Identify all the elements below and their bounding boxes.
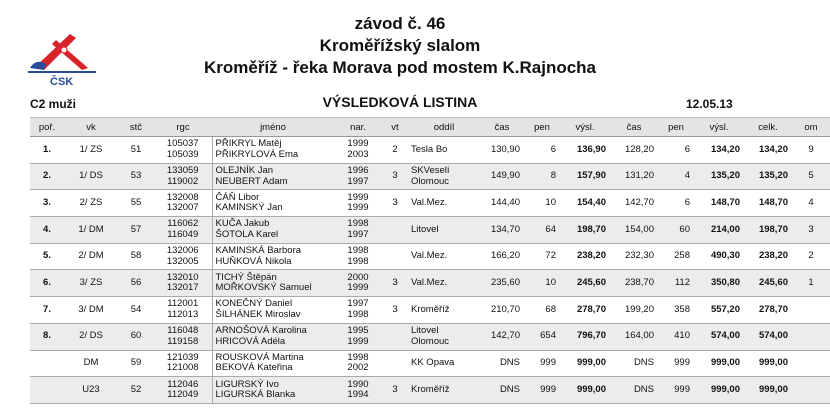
col-header: om [792,118,830,137]
registration-cell [154,217,212,244]
club-cell [408,297,480,324]
points-cell: 1 [792,270,830,297]
run1-time-cell: 134,70 [480,217,524,244]
birth-year-cell-line: 1998 [347,245,369,257]
birth-year-cell-line: 1996 [347,165,369,177]
col-header: nar. [334,118,382,137]
total-cell: 278,70 [744,297,792,324]
run2-result-cell: 135,20 [694,163,744,190]
run1-penalty-cell: 64 [524,217,560,244]
birth-year-cell [334,323,382,350]
run2-time-cell: DNS [610,350,658,377]
start-number-cell: 58 [118,243,154,270]
performance-class-cell [382,217,408,244]
birth-year-cell [334,217,382,244]
results-table [30,117,830,404]
club-cell [408,163,480,190]
run2-time-cell: 142,70 [610,190,658,217]
run1-time-cell: 144,40 [480,190,524,217]
total-cell: 198,70 [744,217,792,244]
race-title: Kroměřížský slalom [319,36,481,55]
run2-result-cell: 557,20 [694,297,744,324]
club-cell [408,350,480,377]
run1-penalty-cell: 6 [524,137,560,164]
birth-year-cell-line: 1995 [347,325,369,337]
registration-cell [154,323,212,350]
run1-result-cell: 157,90 [560,163,610,190]
rank-cell: 6. [30,270,64,297]
club-cell [408,217,480,244]
col-header: celk. [744,118,792,137]
registration-cell [154,297,212,324]
rank-cell: 4. [30,217,64,244]
total-cell: 135,20 [744,163,792,190]
club-cell-line: KK Opava [411,357,455,369]
run1-time-cell: 130,90 [480,137,524,164]
birth-year-cell-line: 1997 [347,298,369,310]
run1-result-cell: 999,00 [560,350,610,377]
age-class-cell: 1/ DS [64,163,118,190]
points-cell [792,297,830,324]
run1-penalty-cell: 999 [524,350,560,377]
run2-time-cell: 238,70 [610,270,658,297]
table-row [30,243,830,270]
registration-cell [154,350,212,377]
rank-cell: 5. [30,243,64,270]
run1-penalty-cell: 10 [524,190,560,217]
crew-names-cell-line: PŘIKRYL Matěj [215,138,282,150]
run2-penalty-cell: 112 [658,270,694,297]
club-cell-line: Kroměříž [411,303,450,315]
crew-names-cell-line: ARNOŠOVÁ Karolina [215,325,307,337]
performance-class-cell [382,350,408,377]
run1-time-cell: DNS [480,350,524,377]
col-header: oddíl [408,118,480,137]
table-row [30,297,830,324]
run2-time-cell: 199,20 [610,297,658,324]
col-header: výsl. [694,118,744,137]
performance-class-cell: 3 [382,377,408,404]
registration-cell [154,377,212,404]
rank-cell: 7. [30,297,64,324]
col-header: poř. [30,118,64,137]
performance-class-cell: 2 [382,137,408,164]
registration-cell-line: 116062 [167,218,199,230]
run2-penalty-cell: 4 [658,163,694,190]
birth-year-cell [334,377,382,404]
age-class-cell: 3/ ZS [64,270,118,297]
total-cell: 134,20 [744,137,792,164]
run1-penalty-cell: 68 [524,297,560,324]
rank-cell: 1. [30,137,64,164]
category-label: C2 muži [30,97,77,111]
run1-time-cell: 142,70 [480,323,524,350]
run1-result-cell: 136,90 [560,137,610,164]
birth-year-cell [334,350,382,377]
col-header: vk [64,118,118,137]
rank-cell: 3. [30,190,64,217]
crew-names-cell [212,243,334,270]
club-cell [408,190,480,217]
run2-result-cell: 574,00 [694,323,744,350]
crew-names-cell-line: HRICOVÁ Adéla [215,335,286,347]
points-cell: 4 [792,190,830,217]
crew-names-cell [212,297,334,324]
birth-year-cell [334,190,382,217]
crew-names-cell-line: KONEČNÝ Daniel [215,298,293,310]
club-cell-line: Kroměříž [411,383,450,395]
registration-cell [154,163,212,190]
rank-cell [30,377,64,404]
start-number-cell: 51 [118,137,154,164]
start-number-cell: 56 [118,270,154,297]
age-class-cell: U23 [64,377,118,404]
run2-time-cell: 154,00 [610,217,658,244]
birth-year-cell-line: 1999 [347,202,369,214]
table-row [30,350,830,377]
crew-names-cell-line: ŠOTOLA Karel [215,228,279,240]
registration-cell-line: 121008 [166,362,199,374]
club-cell-line: Litovel [411,325,439,337]
club-cell-line: SKVeselí [411,165,450,177]
run2-time-cell: 128,20 [610,137,658,164]
run2-result-cell: 490,30 [694,243,744,270]
run2-penalty-cell: 60 [658,217,694,244]
crew-names-cell [212,217,334,244]
performance-class-cell [382,323,408,350]
crew-names-cell-line: ČÁŇ Libor [215,191,260,203]
run2-time-cell: 131,20 [610,163,658,190]
total-cell: 148,70 [744,190,792,217]
registration-cell-line: 112049 [167,389,199,401]
race-location: Kroměříž - řeka Morava pod mostem K.Rajnocha [203,58,597,77]
run1-result-cell: 238,20 [560,243,610,270]
start-number-cell: 60 [118,323,154,350]
birth-year-cell-line: 2002 [347,362,369,374]
crew-names-cell [212,377,334,404]
crew-names-cell-line: NEUBERT Adam [215,175,288,187]
start-number-cell: 53 [118,163,154,190]
birth-year-cell-line: 1994 [347,389,369,401]
run2-result-cell: 148,70 [694,190,744,217]
age-class-cell: 2/ ZS [64,190,118,217]
crew-names-cell-line: ŠILHÁNEK Miroslav [215,308,301,320]
club-cell-line: Tesla Bo [411,143,448,155]
run2-penalty-cell: 6 [658,137,694,164]
birth-year-cell-line: 1999 [347,191,369,203]
total-cell: 574,00 [744,323,792,350]
crew-names-cell-line: TICHÝ Štěpán [215,271,277,283]
birth-year-cell-line: 1998 [347,351,369,363]
performance-class-cell: 3 [382,190,408,217]
run2-penalty-cell: 6 [658,190,694,217]
performance-class-cell [382,243,408,270]
club-cell [408,243,480,270]
rank-cell: 2. [30,163,64,190]
start-number-cell: 55 [118,190,154,217]
registration-cell-line: 132008 [166,191,199,203]
points-cell: 2 [792,243,830,270]
run1-result-cell: 198,70 [560,217,610,244]
registration-cell-line: 116048 [167,325,199,337]
start-number-cell: 52 [118,377,154,404]
table-header-row [30,118,830,137]
run2-result-cell: 214,00 [694,217,744,244]
run2-penalty-cell: 258 [658,243,694,270]
run1-time-cell: 166,20 [480,243,524,270]
total-cell: 999,00 [744,377,792,404]
table-row [30,377,830,404]
rank-cell: 8. [30,323,64,350]
table-row [30,163,830,190]
club-cell [408,137,480,164]
race-number: závod č. 46 [354,14,446,33]
points-cell: 5 [792,163,830,190]
birth-year-cell [334,243,382,270]
age-class-cell: 2/ DS [64,323,118,350]
run2-time-cell: 232,30 [610,243,658,270]
birth-year-cell-line: 1999 [347,138,369,150]
birth-year-cell-line: 1990 [347,378,369,390]
run1-result-cell: 999,00 [560,377,610,404]
run2-time-cell: 164,00 [610,323,658,350]
club-cell [408,377,480,404]
run1-penalty-cell: 10 [524,270,560,297]
table-row [30,323,830,350]
birth-year-cell [334,137,382,164]
club-cell-line: Val.Mez. [411,277,448,289]
registration-cell-line: 112001 [167,298,199,310]
age-class-cell: 1/ ZS [64,137,118,164]
age-class-cell: 1/ DM [64,217,118,244]
registration-cell-line: 132017 [166,282,199,294]
run1-time-cell: DNS [480,377,524,404]
run1-result-cell: 245,60 [560,270,610,297]
registration-cell-line: 116049 [167,228,199,240]
birth-year-cell [334,297,382,324]
crew-names-cell [212,350,334,377]
registration-cell-line: 121039 [166,351,199,363]
crew-names-cell-line: LIGURSKÝ Ivo [215,378,279,390]
crew-names-cell-line: LIGURSKÁ Blanka [215,389,296,401]
birth-year-cell-line: 1998 [347,255,369,267]
start-number-cell: 59 [118,350,154,377]
registration-cell-line: 133059 [166,165,199,177]
crew-names-cell-line: PŘIKRYLOVÁ Ema [215,148,299,160]
points-cell [792,350,830,377]
crew-names-cell-line: ROUSKOVÁ Martina [215,351,304,363]
club-cell-line: Olomouc [411,175,450,187]
col-header: rgc [154,118,212,137]
rank-cell [30,350,64,377]
registration-cell-line: 105039 [166,148,199,160]
run1-penalty-cell: 72 [524,243,560,270]
results-list-title: VÝSLEDKOVÁ LISTINA [322,94,478,110]
col-header: jméno [212,118,334,137]
col-header: čas [480,118,524,137]
birth-year-cell-line: 1999 [347,335,369,347]
age-class-cell: 2/ DM [64,243,118,270]
birth-year-cell-line: 1998 [347,308,369,320]
age-class-cell: 3/ DM [64,297,118,324]
crew-names-cell-line: KAMINSKÝ Jan [215,202,283,214]
crew-names-cell [212,270,334,297]
run1-result-cell: 796,70 [560,323,610,350]
table-row [30,137,830,164]
birth-year-cell-line: 1997 [347,228,369,240]
club-cell [408,323,480,350]
points-cell: 9 [792,137,830,164]
crew-names-cell-line: KAMINSKÁ Barbora [215,245,302,257]
registration-cell-line: 132010 [166,271,199,283]
col-header: pen [658,118,694,137]
race-date: 12.05.13 [686,97,733,111]
run1-time-cell: 149,90 [480,163,524,190]
run1-result-cell: 154,40 [560,190,610,217]
registration-cell-line: 132006 [166,245,199,257]
crew-names-cell-line: MOŘKOVSKÝ Samuel [215,282,312,294]
col-header: vt [382,118,408,137]
registration-cell-line: 105037 [166,138,199,150]
registration-cell-line: 119002 [167,175,199,187]
registration-cell [154,137,212,164]
total-cell: 238,20 [744,243,792,270]
registration-cell-line: 132005 [166,255,199,267]
registration-cell [154,270,212,297]
run1-penalty-cell: 654 [524,323,560,350]
run1-penalty-cell: 999 [524,377,560,404]
table-row [30,270,830,297]
club-cell-line: Val.Mez. [411,196,448,208]
col-header: pen [524,118,560,137]
table-row [30,217,830,244]
club-cell-line: Litovel [411,223,439,235]
col-header: stč [118,118,154,137]
birth-year-cell-line: 1998 [347,218,369,230]
start-number-cell: 54 [118,297,154,324]
run2-result-cell: 350,80 [694,270,744,297]
birth-year-cell-line: 1999 [347,282,369,294]
points-cell [792,323,830,350]
run2-result-cell: 134,20 [694,137,744,164]
crew-names-cell [212,137,334,164]
registration-cell-line: 112013 [167,308,199,320]
performance-class-cell: 3 [382,163,408,190]
club-cell-line: Olomouc [411,335,450,347]
crew-names-cell [212,323,334,350]
run2-penalty-cell: 999 [658,350,694,377]
crew-names-cell-line: HUŇKOVÁ Nikola [215,255,292,267]
performance-class-cell: 3 [382,297,408,324]
run2-penalty-cell: 410 [658,323,694,350]
club-cell [408,270,480,297]
logo-text: ČSK [50,76,74,88]
run2-penalty-cell: 999 [658,377,694,404]
start-number-cell: 57 [118,217,154,244]
performance-class-cell: 3 [382,270,408,297]
crew-names-cell-line: OLEJNÍK Jan [215,165,274,177]
points-cell [792,377,830,404]
col-header: výsl. [560,118,610,137]
age-class-cell: DM [64,350,118,377]
birth-year-cell [334,270,382,297]
run1-penalty-cell: 8 [524,163,560,190]
registration-cell-line: 112046 [167,378,199,390]
birth-year-cell-line: 1997 [347,175,369,187]
run1-time-cell: 210,70 [480,297,524,324]
col-header: čas [610,118,658,137]
registration-cell [154,243,212,270]
birth-year-cell [334,163,382,190]
run2-penalty-cell: 358 [658,297,694,324]
birth-year-cell-line: 2003 [347,148,369,160]
crew-names-cell [212,163,334,190]
total-cell: 999,00 [744,350,792,377]
points-cell: 3 [792,217,830,244]
run2-time-cell: DNS [610,377,658,404]
run2-result-cell: 999,00 [694,350,744,377]
run2-result-cell: 999,00 [694,377,744,404]
birth-year-cell-line: 2000 [347,271,369,283]
registration-cell-line: 119158 [167,335,199,347]
crew-names-cell [212,190,334,217]
run1-result-cell: 278,70 [560,297,610,324]
table-row [30,190,830,217]
run1-time-cell: 235,60 [480,270,524,297]
registration-cell [154,190,212,217]
total-cell: 245,60 [744,270,792,297]
registration-cell-line: 132007 [166,202,199,214]
club-cell-line: Val.Mez. [411,250,448,262]
crew-names-cell-line: KUČA Jakub [215,218,270,230]
crew-names-cell-line: BEKOVÁ Kateřina [215,362,293,374]
